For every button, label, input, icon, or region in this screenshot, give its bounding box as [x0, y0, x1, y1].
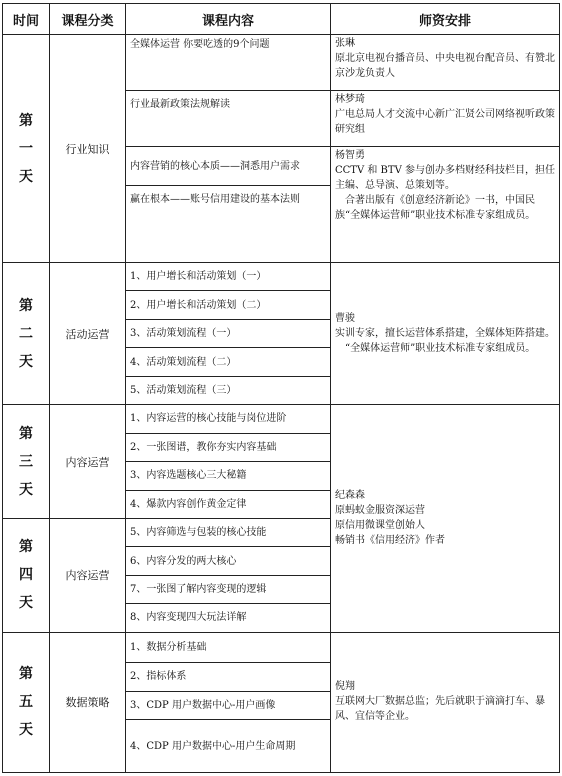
teacher-bio: “全媒体运营师”职业技术标准专家组成员。	[345, 342, 536, 354]
day-3-label: 第 三 天	[3, 405, 50, 519]
course-item: 2、指标体系	[126, 663, 331, 691]
header-content: 课程内容	[126, 4, 331, 35]
course-item: 1、用户增长和活动策划（一）	[126, 263, 331, 291]
teacher-bio: 合著出版有《创意经济新论》一书，中国民族“全媒体运营师”职业技术标准专家组成员。	[335, 195, 536, 222]
course-item: 8、内容变现四大玩法详解	[126, 604, 331, 632]
teacher-bio: 实训专家，擅长运营体系搭建，全媒体矩阵搭建。	[335, 327, 555, 339]
course-item: 5、内容筛选与包装的核心技能	[126, 518, 331, 546]
schedule-table	[2, 3, 560, 773]
teacher-name: 纪森森	[335, 489, 365, 501]
header-time: 时间	[3, 4, 50, 35]
course-item: 6、内容分发的两大核心	[126, 547, 331, 575]
teacher-bio: CCTV 和 BTV 参与创办多档财经科技栏目，担任主编、总导演、总策划等。	[335, 165, 555, 192]
teacher-cell	[331, 35, 560, 91]
course-item: 3、内容选题核心三大秘籍	[126, 462, 331, 490]
teacher-cell	[331, 147, 560, 263]
course-item: 内容营销的核心本质——洞悉用户需求	[126, 147, 331, 186]
table-row	[3, 263, 560, 291]
course-item: 3、CDP 用户数据中心-用户画像	[126, 691, 331, 719]
course-item: 1、内容运营的核心技能与岗位进阶	[126, 405, 331, 433]
header-teacher: 师资安排	[331, 4, 560, 35]
course-item: 7、一张图了解内容变现的逻辑	[126, 575, 331, 603]
teacher-name: 曹骏	[335, 312, 355, 324]
teacher-cell	[331, 632, 560, 772]
day-4-category: 内容运营	[50, 518, 126, 632]
teacher-name: 林梦琦	[335, 94, 365, 106]
table-row	[3, 35, 560, 91]
course-item: 2、一张图谱，教你夯实内容基础	[126, 433, 331, 461]
teacher-cell	[331, 91, 560, 147]
course-item: 1、数据分析基础	[126, 632, 331, 662]
course-item: 4、活动策划流程（二）	[126, 348, 331, 376]
teacher-bio: 原蚂蚁金服资深运营	[335, 504, 425, 516]
course-item: 4、爆款内容创作黄金定律	[126, 490, 331, 518]
teacher-bio: 广电总局人才交流中心新广汇贤公司网络视听政策研究组	[335, 109, 555, 136]
day-2-label: 第 二 天	[3, 263, 50, 405]
teacher-name: 倪翔	[335, 681, 355, 693]
teacher-bio: 互联网大厂数据总监；先后就职于滴滴打车、暴风、宜信等企业。	[335, 696, 545, 723]
day-1-label: 第 一 天	[3, 35, 50, 263]
teacher-cell-shared	[331, 405, 560, 633]
course-item: 行业最新政策法规解读	[126, 91, 331, 147]
teacher-bio: 原北京电视台播音员、中央电视台配音员、有赞北京沙龙负责人	[335, 53, 555, 80]
day-5-category: 数据策略	[50, 632, 126, 772]
day-2-category: 活动运营	[50, 263, 126, 405]
day-1-category: 行业知识	[50, 35, 126, 263]
table-row	[3, 405, 560, 433]
teacher-name: 杨智勇	[335, 150, 365, 162]
teacher-bio: 原信用微课堂创始人	[335, 519, 425, 531]
course-item: 全媒体运营 你要吃透的9个问题	[126, 35, 331, 91]
course-item: 2、用户增长和活动策划（二）	[126, 291, 331, 319]
course-item: 3、活动策划流程（一）	[126, 319, 331, 347]
table-row	[3, 632, 560, 662]
course-item: 4、CDP 用户数据中心-用户生命周期	[126, 720, 331, 773]
day-4-label: 第 四 天	[3, 518, 50, 632]
course-item: 赢在根本——账号信用建设的基本法则	[126, 185, 331, 262]
day-5-label: 第 五 天	[3, 632, 50, 772]
teacher-cell	[331, 263, 560, 405]
teacher-bio: 畅销书《信用经济》作者	[335, 534, 445, 546]
header-category: 课程分类	[50, 4, 126, 35]
course-item: 5、活动策划流程（三）	[126, 376, 331, 404]
course-schedule	[2, 3, 559, 773]
day-3-category: 内容运营	[50, 405, 126, 519]
teacher-name: 张琳	[335, 38, 355, 50]
header-row	[3, 4, 560, 35]
